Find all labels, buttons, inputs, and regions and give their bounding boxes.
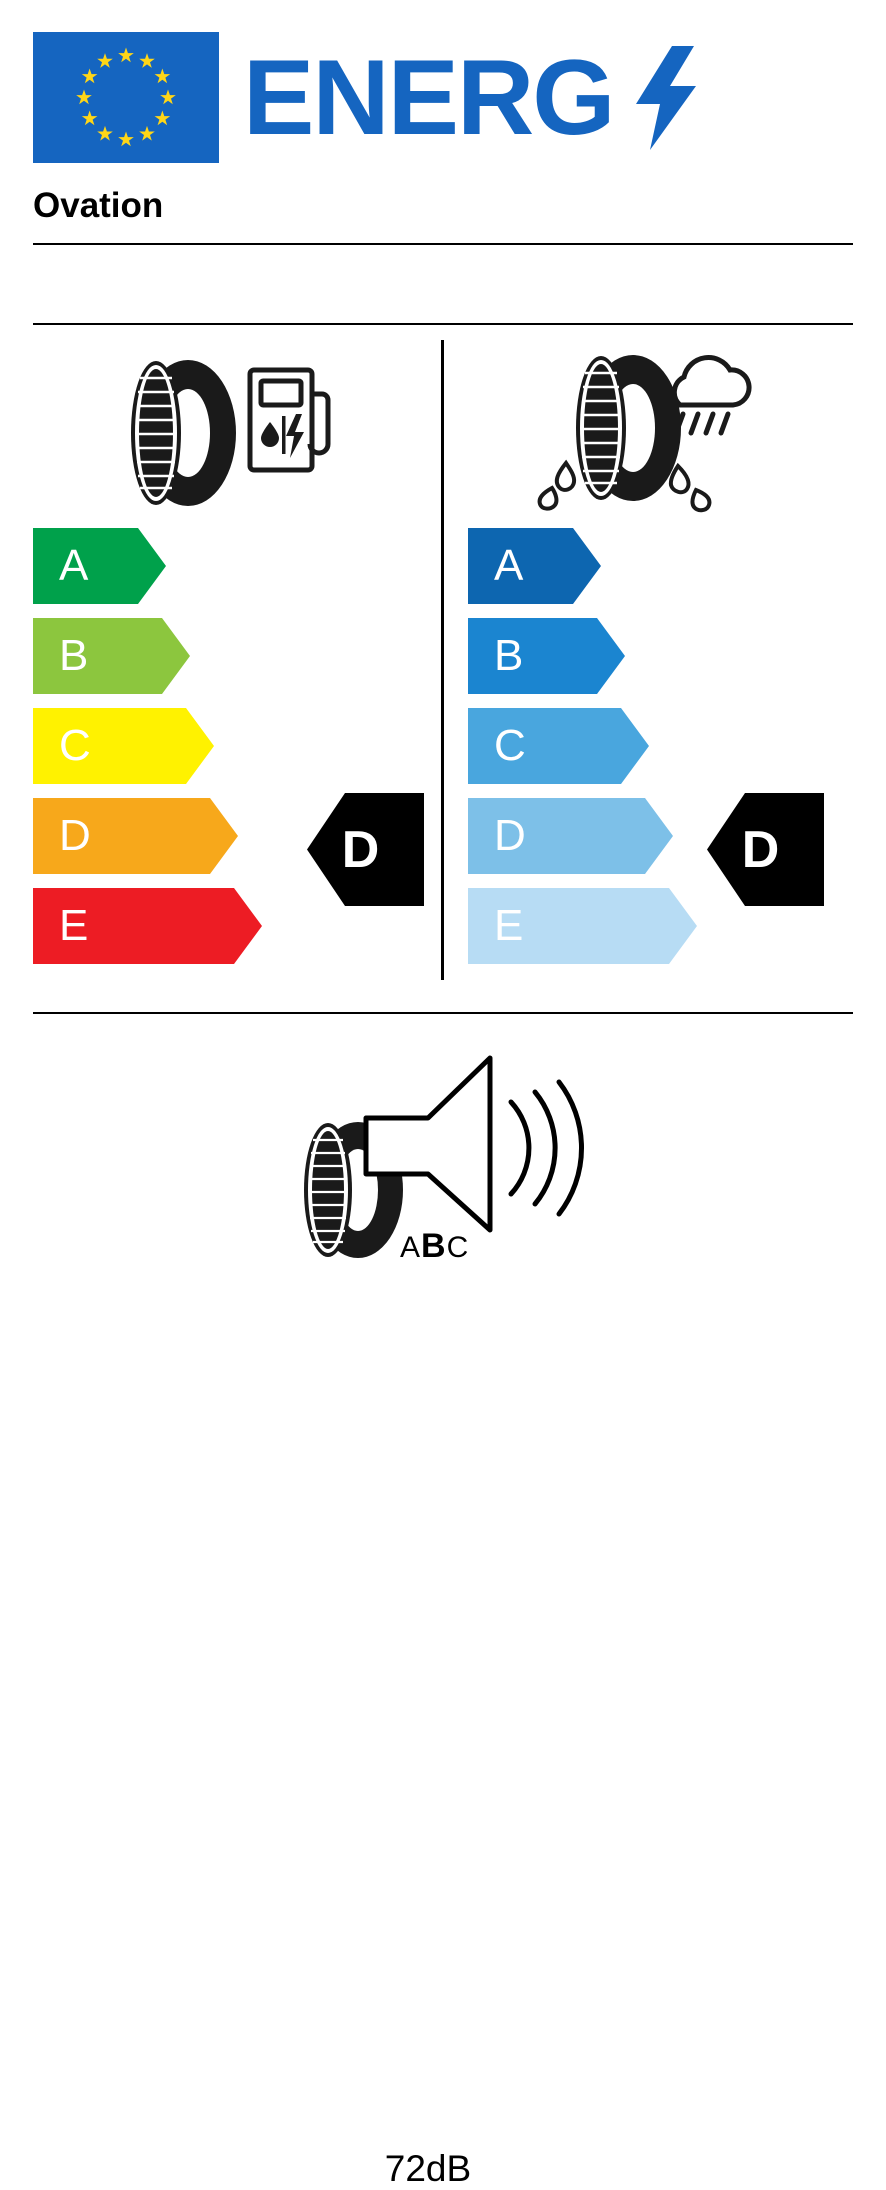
wet-band-a: [468, 528, 768, 604]
eu-flag: [33, 32, 219, 163]
noise-class-c: C: [446, 1231, 470, 1264]
noise-class-a: A: [400, 1231, 422, 1264]
wet-band-c-letter: C: [494, 721, 526, 770]
wet-band-b: [468, 618, 768, 694]
fuel-band-a: [33, 528, 333, 604]
divider-vertical: [441, 340, 444, 980]
wet-result-letter: D: [741, 820, 780, 879]
wet-band-b-letter: B: [494, 631, 524, 680]
fuel-efficiency-scale: [33, 528, 333, 978]
wet-band-e-letter: E: [494, 901, 524, 950]
noise-db-value: 72dB: [384, 2148, 472, 2189]
fuel-band-c: [33, 708, 333, 784]
tyre-fuel-pump-icon: [118, 348, 328, 518]
fuel-band-d: [33, 798, 333, 874]
wet-result-marker: [707, 793, 824, 906]
fuel-band-b: [33, 618, 333, 694]
divider-bottom: [33, 1012, 853, 1014]
fuel-band-a-letter: A: [59, 541, 89, 590]
fuel-result-letter: D: [341, 820, 380, 879]
fuel-band-e-letter: E: [59, 901, 89, 950]
eu-stars-icon: [33, 32, 219, 163]
energy-bolt-icon: [636, 46, 696, 150]
fuel-band-e: [33, 888, 333, 964]
wet-band-d-letter: D: [494, 811, 526, 860]
fuel-band-d-letter: D: [59, 811, 91, 860]
fuel-band-c-letter: C: [59, 721, 91, 770]
tyre-rain-cloud-icon: [528, 348, 748, 528]
fuel-band-b-letter: B: [59, 631, 89, 680]
wet-band-c: [468, 708, 768, 784]
fuel-result-marker: [307, 793, 424, 906]
wet-grip-scale: [468, 528, 768, 978]
energy-wordmark: ENERG: [243, 37, 614, 157]
noise-class-scale: [400, 1227, 469, 1266]
divider-second: [33, 323, 853, 325]
noise-class-b-selected: B: [421, 1227, 447, 1265]
brand-name: Ovation: [33, 186, 164, 225]
wet-band-a-letter: A: [494, 541, 524, 590]
divider-top: [33, 243, 853, 245]
